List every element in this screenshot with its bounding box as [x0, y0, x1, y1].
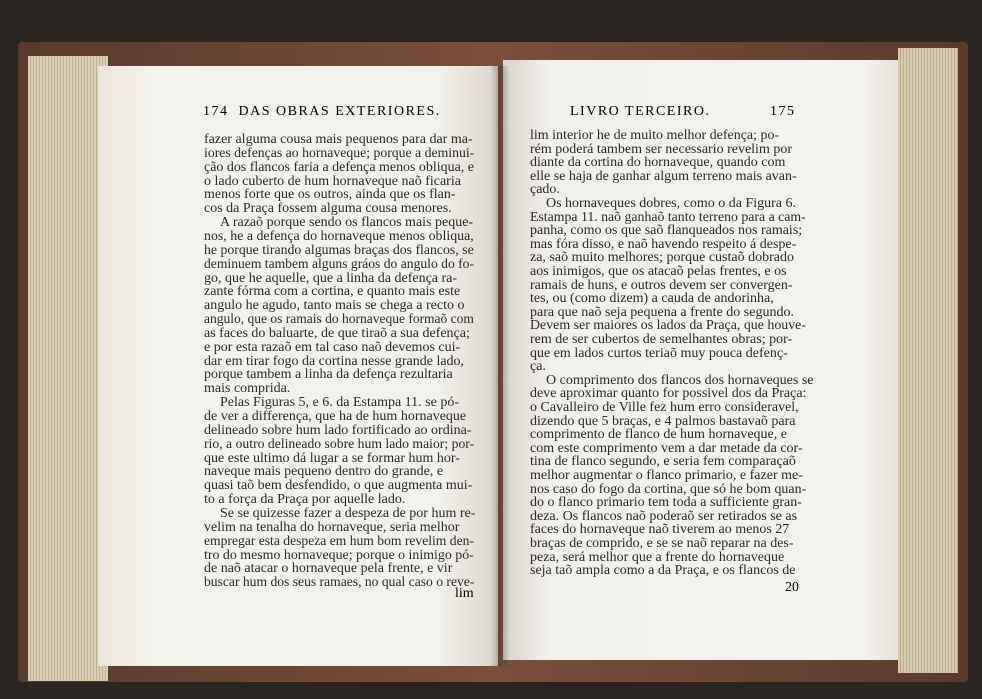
- right-page-line: peza, será melhor que a frente do hornaveque: [530, 549, 785, 565]
- left-page-line: e por esta razaõ em tal caso naõ devemos cui-: [204, 339, 461, 355]
- right-page-edges: [898, 48, 958, 673]
- left-page-line: Pelas Figuras 5, e 6. da Estampa 11. se pó-: [220, 395, 459, 411]
- left-page-line: zante fórma com a cortina, e quanto mais este: [204, 284, 461, 300]
- left-page-line: velim na tenalha do hornaveque, seria melhor: [204, 519, 460, 535]
- left-page-line: de naõ atacar o hornaveque pela frente, e vir: [204, 561, 453, 577]
- right-page-line: com este comprimento vem a dar metade da cor-: [530, 440, 803, 456]
- left-running-head: DAS OBRAS EXTERIORES.: [238, 104, 441, 119]
- right-page-line: para que naõ seja pequena a frente do segundo.: [530, 304, 794, 320]
- left-page-line: tro do mesmo hornaveque; porque o inimigo pó-: [204, 547, 474, 563]
- book-gutter: [490, 66, 510, 666]
- right-page-line: seja taõ ampla como a da Praça, e os flancos de: [530, 563, 796, 579]
- right-page-line: çado.: [530, 182, 560, 198]
- right-page-header: [570, 104, 796, 120]
- left-page-line: deminuem tambem alguns gráos do angulo do fo-: [204, 256, 474, 272]
- right-page-line: tina de flanco segundo, e seria fem comparaçaõ: [530, 454, 796, 470]
- right-page-line: Devem ser maiores os lados da Praça, que houve-: [530, 318, 806, 334]
- left-page-edges: [28, 56, 108, 681]
- right-page-line: braças de comprido, e se se naõ reparar na des-: [530, 536, 794, 551]
- right-page-line: rem de ser cubertos de semelhantes obras; por-: [530, 332, 793, 347]
- right-page-line: mas fóra disso, e naõ havendo respeito á despe-: [530, 236, 797, 252]
- right-page-line: ça.: [530, 359, 546, 375]
- right-page-line: lim interior he de muito melhor defença; po-: [530, 128, 780, 143]
- right-running-head: LIVRO TERCEIRO.: [570, 104, 711, 119]
- left-page-line: Se se quizesse fazer a despeza de por hum re-: [220, 505, 476, 521]
- left-page-number: 174: [203, 104, 229, 119]
- right-page-line: dizendo que 5 braças, e 4 palmos bastavaõ para: [530, 413, 796, 429]
- left-page-line: A razaõ porque sendo os flancos mais peque-: [220, 215, 474, 231]
- left-page-line: fazer alguma cousa mais pequenos para dar ma-: [204, 132, 473, 147]
- right-page-line: nos caso do fogo da cortina, que só he bom quan-: [530, 481, 807, 497]
- left-page-line: de ver a differença, que ha de hum hornaveque: [204, 409, 467, 424]
- left-page-line: angulo he agudo, tanto mais se chega a recto o: [204, 298, 465, 314]
- left-page-line: mais comprida.: [204, 381, 291, 397]
- left-page-line: nos, he a defença do hornaveque menos obliqua,: [204, 228, 474, 244]
- left-page-line: as faces do baluarte, de que tiraõ a sua defença;: [204, 325, 470, 341]
- right-page-line: deza. Os flancos naõ poderaõ ser retirados se as: [530, 508, 798, 524]
- left-page-header: [203, 104, 441, 120]
- right-page-line: Estampa 11. naõ ganhaõ tanto terreno para a cam-: [530, 209, 806, 225]
- left-page-line: rio, a outro delineado sobre hum lado maior; por-: [204, 436, 475, 452]
- left-page-line: iores defenças ao hornaveque; porque a deminui-: [204, 145, 475, 161]
- right-page-line: rém poderá tambem ser necessario revelim por: [530, 141, 793, 157]
- left-page-line: delineado sobre hum lado fortificado ao ordina-: [204, 422, 472, 438]
- left-page-line: buscar hum dos seus ramaes, no qual caso o reve-: [204, 575, 475, 591]
- left-page-line: porque tambem a linha da defença rezultaria: [204, 367, 453, 383]
- left-page-line: naveque mais pequeno dentro do grande, e: [204, 464, 444, 480]
- right-page-line: diante da cortina do hornaveque, quando com: [530, 155, 786, 171]
- left-page-line: dar em tirar fogo da cortina nesse grande lado,: [204, 353, 465, 369]
- right-page-line: tes, ou (como dizem) a cauda de andorinha,: [530, 291, 774, 307]
- left-page-line: ção dos flancos faria a defença menos obliqua, e: [204, 159, 474, 175]
- left-page-line: he porque tirando algumas braças dos flancos, se: [204, 242, 474, 258]
- left-page-line: que este ultimo dá lugar a se formar hum hor-: [204, 450, 460, 466]
- right-page-line: Os hornaveques dobres, como o da Figura 6.: [546, 196, 797, 211]
- right-page-line: O comprimento dos flancos dos hornaveques se: [546, 372, 814, 388]
- open-book: [18, 26, 968, 686]
- right-page-line: que em lados curtos teriaõ muy pouca defenç-: [530, 345, 788, 361]
- right-page-line: panha, como os que saõ flanqueados nos ramais;: [530, 223, 803, 239]
- right-page-line: deve aproximar quanto for possivel dos da Praça:: [530, 386, 807, 402]
- left-page-line: empregar esta despeza em hum bom revelim den-: [204, 533, 474, 549]
- right-page-line: do o flanco primario tem toda a sufficiente gran-: [530, 495, 802, 511]
- left-catchword: lim: [455, 586, 474, 601]
- right-signature-mark: 20: [785, 580, 799, 595]
- right-page-line: faces do hornaveque naõ tiverem ao menos 27: [530, 522, 790, 538]
- left-page-line: menos forte que os outros, ainda que os flan-: [204, 187, 456, 203]
- right-page-line: o Cavalleiro de Ville fez hum erro consideravel,: [530, 400, 799, 415]
- left-page-line: quasi taõ bem desfendido, o que augmenta mui-: [204, 478, 473, 494]
- right-page-line: elle se haja de ganhar algum terreno mais avan-: [530, 168, 797, 184]
- right-page-line: ramais de huns, e outros devem ser convergen-: [530, 277, 793, 293]
- right-page-number: 175: [770, 104, 796, 119]
- left-page-line: o lado cuberto de hum hornaveque naõ ficaria: [204, 173, 461, 189]
- left-page-line: angulo, que os ramais do hornaveque formaõ com: [204, 312, 474, 328]
- left-page-line: go, que he aquelle, que a linha da defença ra-: [204, 270, 458, 286]
- left-page-line: to a força da Praça por aquelle lado.: [204, 492, 406, 508]
- right-page-line: aos inimigos, que os atacaõ pelas frentes, e os: [530, 264, 787, 279]
- right-page-line: comprimento de flanco de hum hornaveque, e: [530, 427, 787, 443]
- right-page-line: za, saõ muito melhores; porque custaõ dobrado: [530, 250, 794, 266]
- right-page-line: melhor augmentar o flanco primario, e fazer me-: [530, 468, 803, 483]
- left-page-line: cos da Praça fossem alguma cousa menores.: [204, 201, 452, 217]
